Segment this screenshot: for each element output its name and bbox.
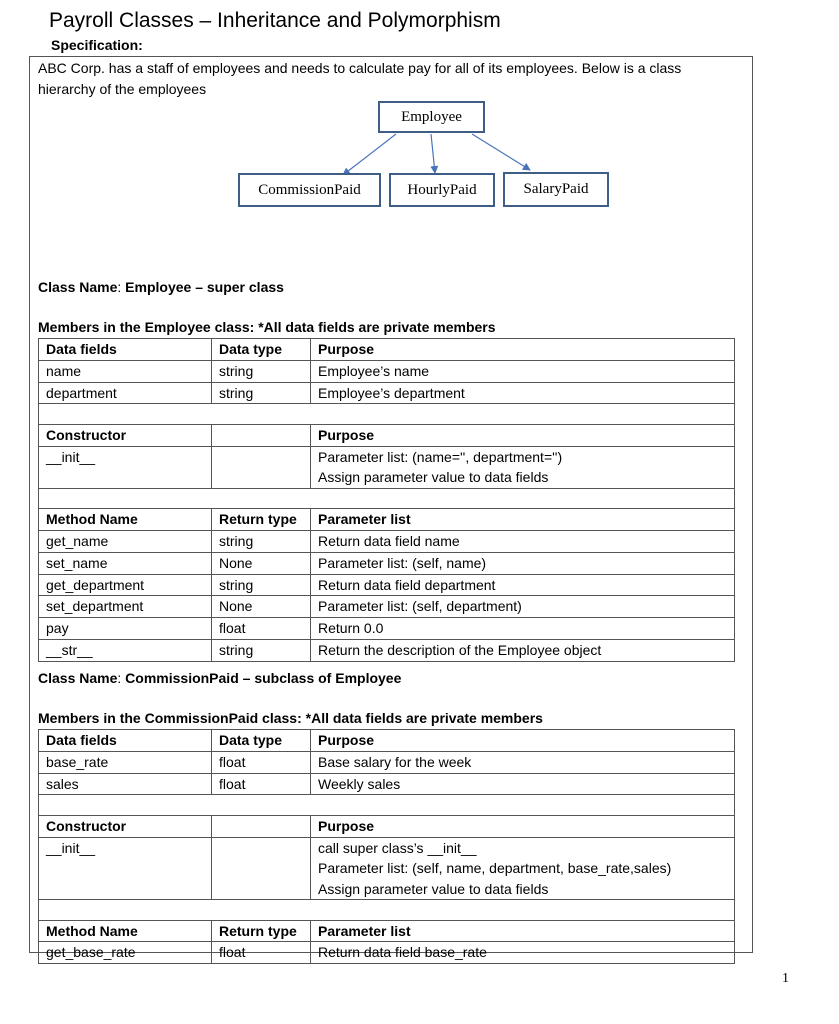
table-row: name string Employee’s name (39, 360, 735, 382)
table-spacer-row (39, 900, 735, 921)
table-row: base_rate float Base salary for the week (39, 751, 735, 773)
table-spacer-row (39, 488, 735, 509)
table-spacer-row (39, 404, 735, 425)
employee-members-table (38, 338, 735, 662)
table-row: __str__ string Return the description of the Employee object (39, 639, 735, 661)
table-header-row: Data fields Data type Purpose (39, 730, 735, 752)
specification-label: Specification: (51, 37, 143, 53)
table-row: get_name string Return data field name (39, 530, 735, 552)
table-spacer-row (39, 795, 735, 816)
table-header-row: Constructor Purpose (39, 424, 735, 446)
page-title: Payroll Classes – Inheritance and Polymorphism (49, 9, 501, 32)
table-row: set_name None Parameter list: (self, name) (39, 552, 735, 574)
employee-members-heading: Members in the Employee class: *All data fields are private members (38, 319, 496, 335)
commission-members-heading: Members in the CommissionPaid class: *All data fields are private members (38, 710, 543, 726)
employee-node: Employee (378, 101, 485, 133)
table-row: set_department None Parameter list: (self, department) (39, 596, 735, 618)
salarypaid-node: SalaryPaid (503, 172, 609, 207)
table-row: sales float Weekly sales (39, 773, 735, 795)
commission-class-name: Class Name: CommissionPaid – subclass of Employee (38, 670, 402, 686)
table-row: get_base_rate float Return data field base_rate (39, 942, 735, 964)
table-row: __init__ Parameter list: (name='', department='') Assign parameter value to data fields (39, 446, 735, 488)
table-header-row: Data fields Data type Purpose (39, 339, 735, 361)
table-row: pay float Return 0.0 (39, 618, 735, 640)
commissionpaid-node: CommissionPaid (238, 173, 381, 207)
hourlypaid-node: HourlyPaid (389, 173, 495, 207)
table-header-row: Constructor Purpose (39, 815, 735, 837)
table-row: department string Employee’s department (39, 382, 735, 404)
table-header-row: Method Name Return type Parameter list (39, 920, 735, 942)
intro-paragraph: ABC Corp. has a staff of employees and needs to calculate pay for all of its employees. Below is a class hierarchy of the employees (38, 60, 682, 97)
commission-members-table (38, 729, 735, 964)
page-number: 1 (782, 971, 789, 986)
table-row: __init__ call super class’s __init__ Parameter list: (self, name, department, base_rate,sales) Assign parameter value to data fields (39, 837, 735, 900)
table-row: get_department string Return data field department (39, 574, 735, 596)
employee-class-name: Class Name: Employee – super class (38, 279, 284, 295)
table-header-row: Method Name Return type Parameter list (39, 509, 735, 531)
